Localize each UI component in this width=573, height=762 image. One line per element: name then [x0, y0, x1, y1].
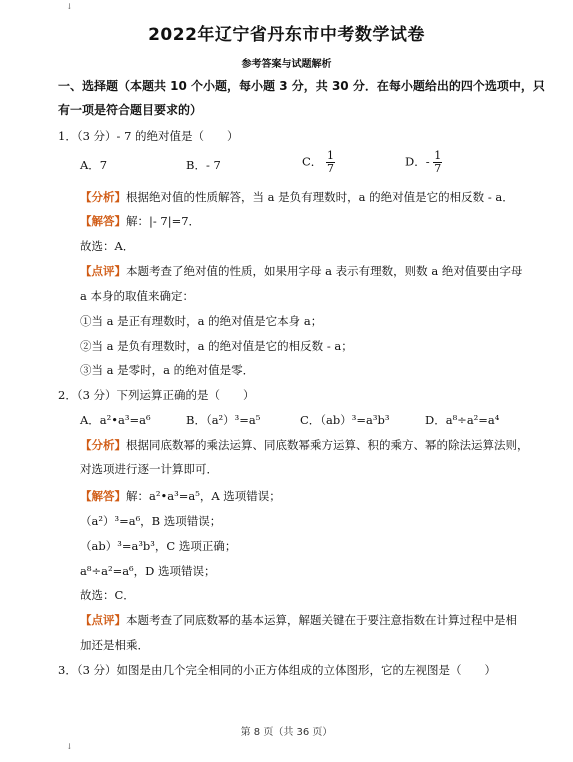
q1-option-c-fraction	[326, 150, 335, 175]
q1-option-c-prefix: C．	[302, 154, 323, 169]
q1-solution-text: 解：|- 7|=7．	[126, 214, 201, 228]
section-heading-line1: 一、选择题（本题共 10 个小题，每小题 3 分，共 30 分．在每小题给出的四个选项中，只	[58, 79, 545, 93]
q1-stem: 1．（3 分）- 7 的绝对值是（ ）	[58, 129, 239, 143]
q2-analysis-line2: 对选项进行逐一计算即可．	[80, 462, 218, 476]
page-title: 2022年辽宁省丹东市中考数学试卷	[148, 25, 425, 45]
q1-comment	[80, 263, 522, 279]
q1-rule-2: ②当 a 是负有理数时，a 的绝对值是它的相反数 - a；	[80, 339, 353, 353]
corner-mark-bottom: ↓	[66, 742, 73, 751]
page-subtitle: 参考答案与试题解析	[241, 59, 332, 70]
q2-solution-step4: a⁸÷a²=a⁶，D 选项错误；	[80, 564, 216, 578]
q2-option-d: D．a⁸÷a²=a⁴	[425, 413, 500, 427]
q1-option-a: A．7	[80, 158, 108, 172]
q1-option-c-numerator: 1	[326, 149, 334, 162]
q1-option-d-numerator: 1	[434, 149, 442, 162]
q2-comment	[80, 612, 517, 628]
q2-analysis	[80, 437, 529, 453]
q2-solution-tag: 【解答】	[80, 489, 126, 503]
q2-comment-tag: 【点评】	[80, 613, 126, 627]
q1-comment-text: 本题考查了绝对值的性质，如果用字母 a 表示有理数，则数 a 绝对值要由字母	[126, 264, 523, 278]
q2-option-b: B．（a²）³=a⁵	[186, 413, 261, 427]
page-footer: 第 8 页（共 36 页）	[240, 727, 333, 738]
q2-stem: 2．（3 分）下列运算正确的是（ ）	[58, 388, 255, 402]
q1-option-c-denominator: 7	[326, 162, 334, 175]
q2-option-a: A．a²•a³=a⁶	[80, 413, 151, 427]
q1-option-d-fraction	[433, 150, 442, 175]
corner-mark-top: ↓	[66, 2, 73, 11]
q3-stem: 3．（3 分）如图是由几个完全相同的小正方体组成的立体图形，它的左视图是（ ）	[58, 663, 497, 677]
q1-option-d-prefix: D．-	[405, 154, 430, 169]
q1-choice: 故选：A．	[80, 239, 135, 253]
q2-solution-step2: （a²）³=a⁶，B 选项错误；	[80, 514, 222, 528]
q1-option-c	[302, 150, 335, 175]
q1-option-d	[405, 150, 442, 175]
q2-solution-step3: （ab）³=a³b³，C 选项正确；	[80, 539, 237, 553]
q2-choice: 故选：C．	[80, 588, 135, 602]
q2-comment-line2: 加还是相乘．	[80, 638, 149, 652]
section-heading-line2: 有一项是符合题目要求的）	[58, 103, 203, 117]
q1-comment-line2: a 本身的取值来确定：	[80, 289, 195, 303]
q1-analysis	[80, 189, 514, 205]
q2-comment-text: 本题考查了同底数幂的基本运算，解题关键在于要注意指数在计算过程中是相	[126, 613, 517, 627]
q1-rule-3: ③当 a 是零时，a 的绝对值是零．	[80, 363, 255, 377]
q1-comment-tag: 【点评】	[80, 264, 126, 278]
q1-rule-1: ①当 a 是正有理数时，a 的绝对值是它本身 a；	[80, 314, 323, 328]
q1-option-b: B．- 7	[186, 158, 221, 172]
q1-analysis-tag: 【分析】	[80, 190, 126, 204]
q1-solution	[80, 213, 200, 229]
q1-option-d-denominator: 7	[434, 162, 442, 175]
q2-analysis-text: 根据同底数幂的乘法运算、同底数幂乘方运算、积的乘方、幂的除法运算法则，	[126, 438, 529, 452]
q2-analysis-tag: 【分析】	[80, 438, 126, 452]
q2-solution-step1: 解：a²•a³=a⁵，A 选项错误；	[126, 489, 281, 503]
q1-solution-tag: 【解答】	[80, 214, 126, 228]
q2-option-c: C．（ab）³=a³b³	[300, 413, 390, 427]
q1-analysis-text: 根据绝对值的性质解答，当 a 是负有理数时，a 的绝对值是它的相反数 - a．	[126, 190, 514, 204]
q2-solution	[80, 488, 281, 504]
